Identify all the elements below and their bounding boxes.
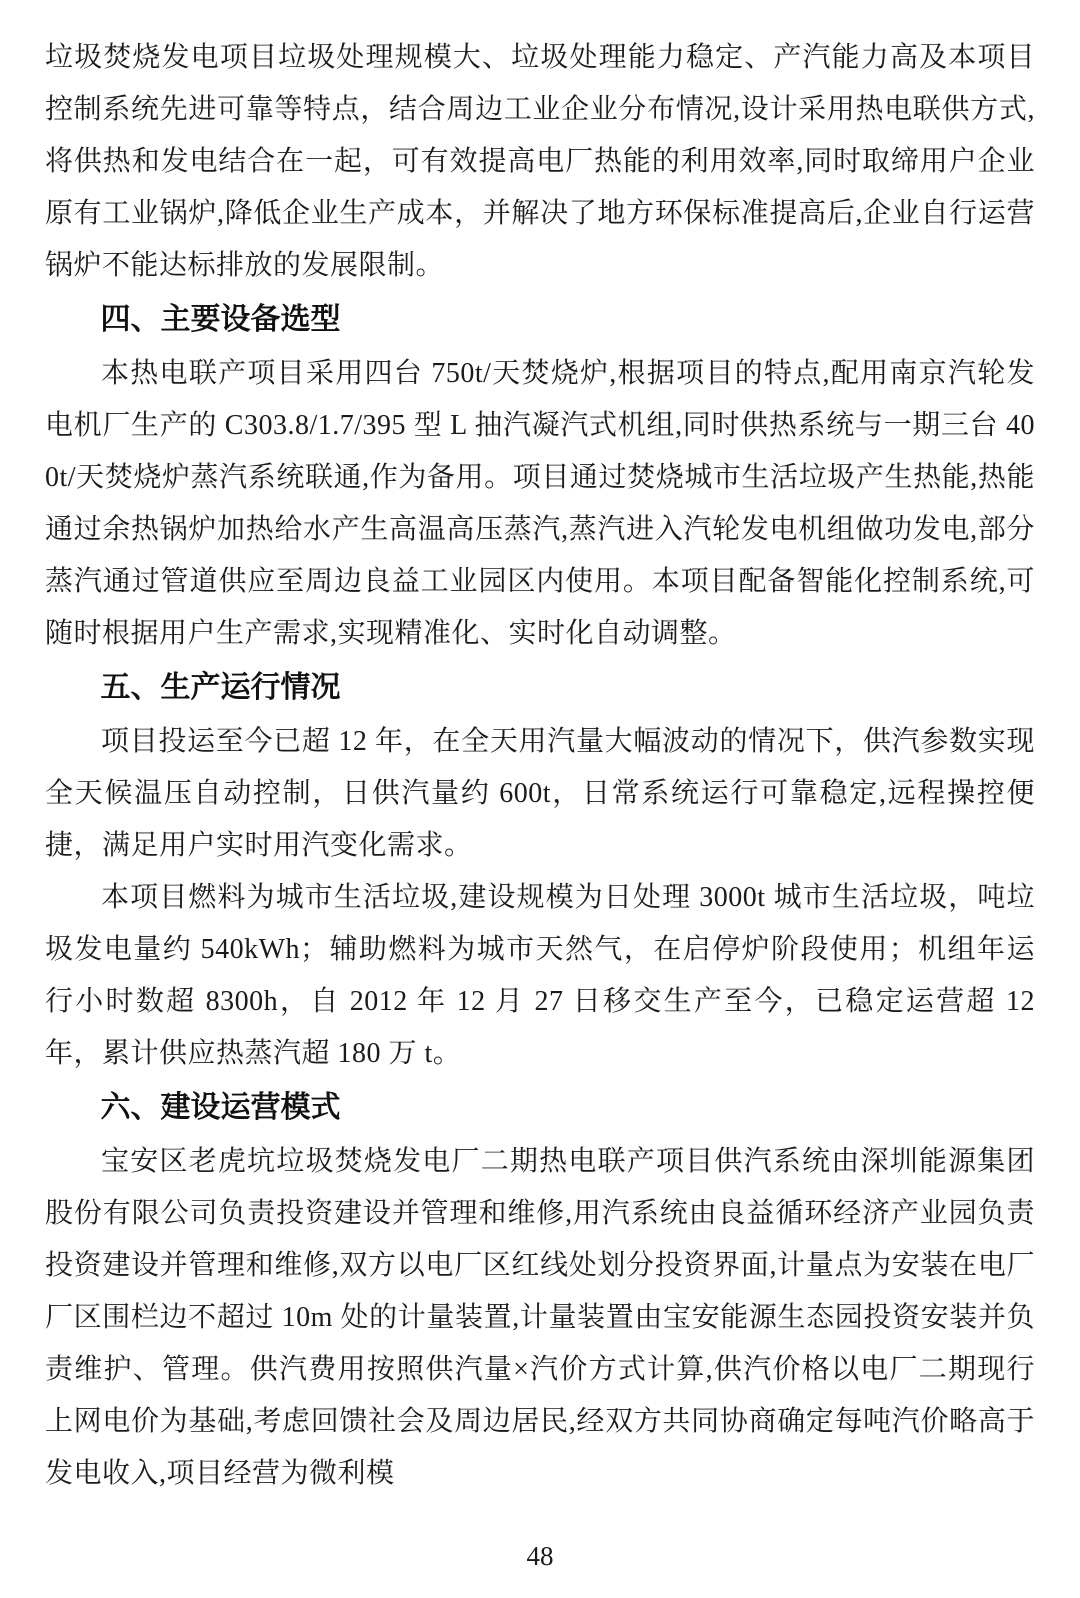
paragraph-overflow-from-previous-page: 垃圾焚烧发电项目垃圾处理规模大、垃圾处理能力稳定、产汽能力高及本项目控制系统先进可靠等特点，结合周边工业企业分布情况,设计采用热电联供方式,将供热和发电结合在一起，可有效提高电厂热能的利用效率,同时取缔用户企业原有工业锅炉,降低企业生产成本，并解决了地方环保标准提高后,企业自行运营锅炉不能达标排放的发展限制。	[45, 42, 1035, 281]
document-content	[45, 32, 1035, 1500]
paragraph-equipment-selection: 本热电联产项目采用四台 750t/天焚烧炉,根据项目的特点,配用南京汽轮发电机厂生产的 C303.8/1.7/395 型 L 抽汽凝汽式机组,同时供热系统与一期三台 400t/天焚烧炉蒸汽系统联通,作为备用。项目通过焚烧城市生活垃圾产生热能,热能通过余热锅炉加热给水产生高温高压蒸汽,蒸汽进入汽轮发电机组做功发电,部分蒸汽通过管道供应至周边良益工业园区内使用。本项目配备智能化控制系统,可随时根据用户生产需求,实现精准化、实时化自动调整。	[45, 358, 1035, 649]
page-number: 48	[526, 1541, 554, 1571]
paragraph-operation-status: 项目投运至今已超 12 年，在全天用汽量大幅波动的情况下，供汽参数实现全天候温压自动控制，日供汽量约 600t，日常系统运行可靠稳定,远程操控便捷，满足用户实时用汽变化需求。	[45, 726, 1035, 861]
section-heading-equipment-selection: 四、主要设备选型	[100, 303, 341, 336]
paragraph-construction-operation-model: 宝安区老虎坑垃圾焚烧发电厂二期热电联产项目供汽系统由深圳能源集团股份有限公司负责投资建设并管理和维修,用汽系统由良益循环经济产业园负责投资建设并管理和维修,双方以电厂区红线处划分投资界面,计量点为安装在电厂厂区围栏边不超过 10m 处的计量装置,计量装置由宝安能源生态园投资安装并负责维护、管理。供汽费用按照供汽量×汽价方式计算,供汽价格以电厂二期现行上网电价为基础,考虑回馈社会及周边居民,经双方共同协商确定每吨汽价略高于发电收入,项目经营为微利模	[45, 1146, 1035, 1489]
paragraph-fuel-and-runtime: 本项目燃料为城市生活垃圾,建设规模为日处理 3000t 城市生活垃圾，吨垃圾发电量约 540kWh；辅助燃料为城市天然气，在启停炉阶段使用；机组年运行小时数超 8300h，自 2012 年 12 月 27 日移交生产至今，已稳定运营超 12 年，累计供应热蒸汽超 180 万 t。	[45, 882, 1035, 1069]
section-heading-construction-operation-model: 六、建设运营模式	[100, 1091, 341, 1124]
section-heading-production-operation: 五、生产运行情况	[100, 671, 341, 704]
